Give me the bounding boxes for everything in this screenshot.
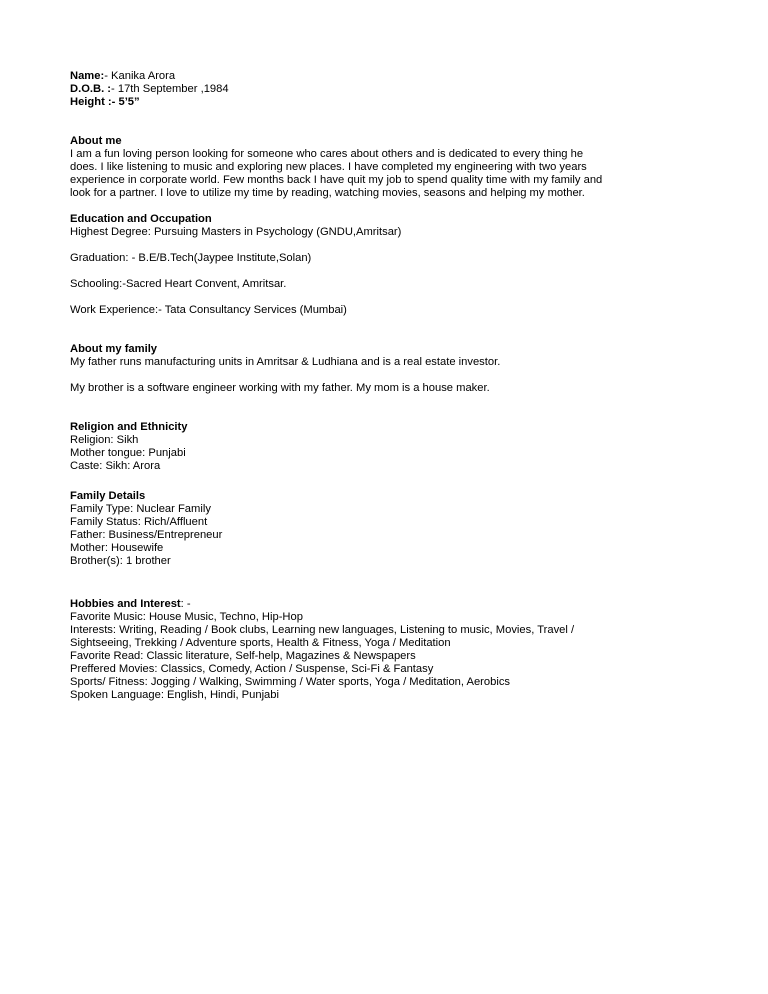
dob-line: [70, 83, 630, 96]
hobbies-item: Preffered Movies: Classics, Comedy, Action / Suspense, Sci-Fi & Fantasy: [70, 663, 434, 675]
family-details-heading: Family Details: [70, 490, 146, 502]
hobbies-item: Favorite Read: Classic literature, Self-help, Magazines & Newspapers: [70, 650, 416, 662]
name-label: Name:: [70, 70, 105, 82]
about-family-line: My brother is a software engineer working with my father. My mom is a house maker.: [70, 382, 490, 394]
education-heading: Education and Occupation: [70, 213, 212, 225]
religion-item: Mother tongue: Punjabi: [70, 447, 186, 459]
schooling: Schooling:-Sacred Heart Convent, Amritsar.: [70, 278, 287, 290]
height-line: [70, 96, 630, 109]
document-page: [70, 70, 630, 702]
name-line: [70, 70, 630, 83]
about-me-heading: About me: [70, 135, 122, 147]
name-value: - Kanika Arora: [104, 70, 176, 82]
about-family-heading: About my family: [70, 343, 158, 355]
dob-label: D.O.B. :: [70, 83, 112, 95]
hobbies-heading-suffix: : -: [180, 598, 191, 610]
work-experience: Work Experience:- Tata Consultancy Services (Mumbai): [70, 304, 347, 316]
family-details-item: Mother: Housewife: [70, 542, 164, 554]
family-details-item: Family Status: Rich/Affluent: [70, 516, 208, 528]
graduation: Graduation: - B.E/B.Tech(Jaypee Institute,Solan): [70, 252, 312, 264]
hobbies-item: Spoken Language: English, Hindi, Punjabi: [70, 689, 279, 701]
family-details-item: Father: Business/Entrepreneur: [70, 529, 223, 541]
height-label: Height :: [70, 96, 112, 108]
highest-degree: Highest Degree: Pursuing Masters in Psychology (GNDU,Amritsar): [70, 226, 402, 238]
dob-value: - 17th September ,1984: [111, 83, 229, 95]
about-me-line: I am a fun loving person looking for someone who cares about others and is dedicated to every thing he: [70, 148, 584, 160]
hobbies-item: Favorite Music: House Music, Techno, Hip-Hop: [70, 611, 303, 623]
about-me-line: look for a partner. I love to utilize my time by reading, watching movies, seasons and helping my mother.: [70, 187, 585, 199]
religion-item: Caste: Sikh: Arora: [70, 460, 161, 472]
about-me-line: experience in corporate world. Few months back I have quit my job to spend quality time with my family and: [70, 174, 603, 186]
about-me-line: does. I like listening to music and exploring new places. I have completed my engineering with two years: [70, 161, 587, 173]
hobbies-heading: Hobbies and Interest: [70, 598, 181, 610]
hobbies-item: Sports/ Fitness: Jogging / Walking, Swimming / Water sports, Yoga / Meditation, Aerobics: [70, 676, 511, 688]
about-family-line: My father runs manufacturing units in Amritsar & Ludhiana and is a real estate investor.: [70, 356, 501, 368]
religion-heading: Religion and Ethnicity: [70, 421, 188, 433]
height-value: - 5’5”: [111, 96, 140, 108]
hobbies-heading-line: [70, 598, 630, 611]
religion-item: Religion: Sikh: [70, 434, 139, 446]
family-details-item: Family Type: Nuclear Family: [70, 503, 211, 515]
hobbies-item: Sightseeing, Trekking / Adventure sports, Health & Fitness, Yoga / Meditation: [70, 637, 451, 649]
family-details-item: Brother(s): 1 brother: [70, 555, 171, 567]
hobbies-item: Interests: Writing, Reading / Book clubs, Learning new languages, Listening to music, Movies, Travel /: [70, 624, 575, 636]
